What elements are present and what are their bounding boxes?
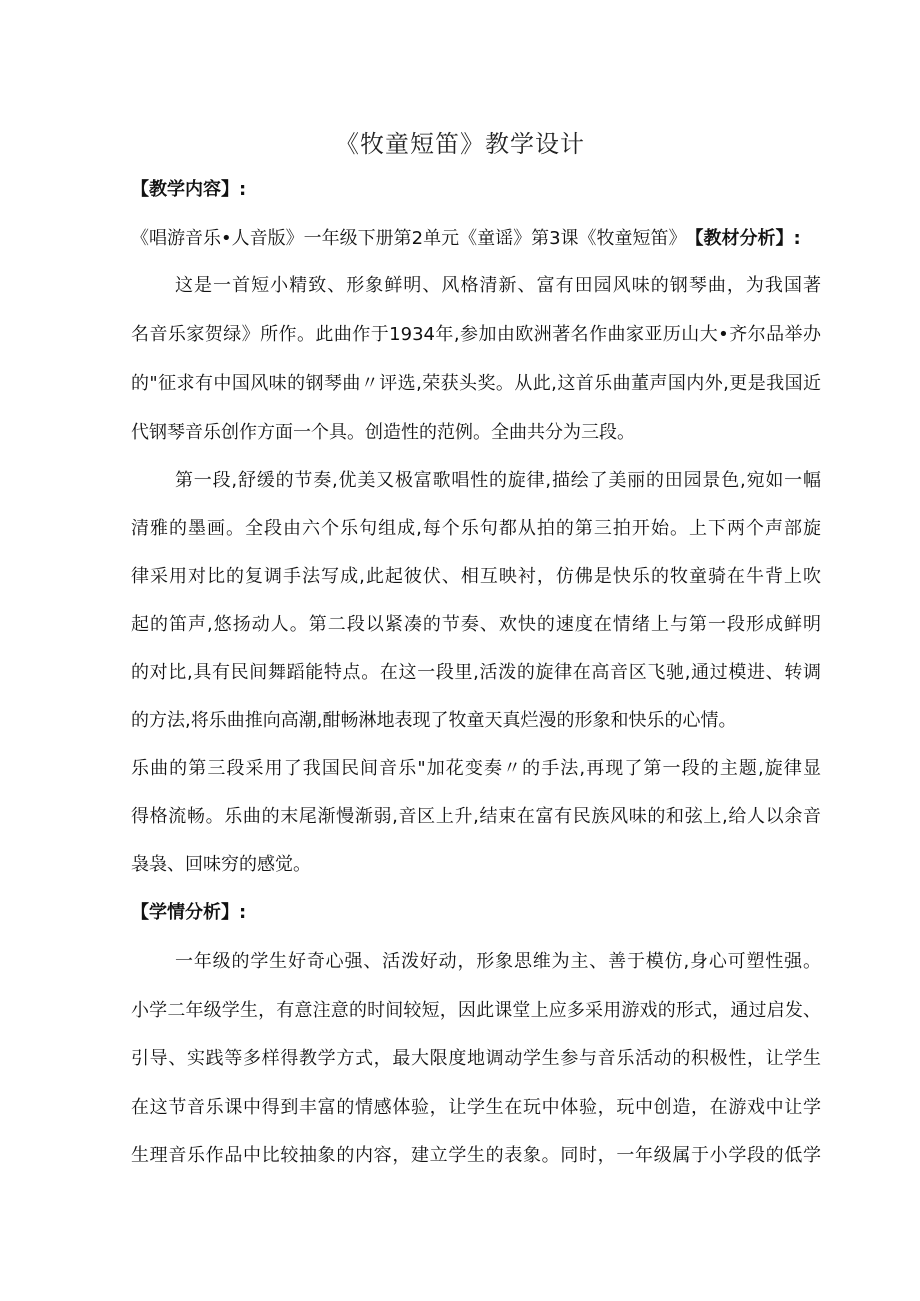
- material-line: 的"征求有中国风味的钢琴曲〃评选,荣获头奖。从此,这首乐曲董声国内外,更是我国近: [131, 373, 821, 394]
- material-line: 的对比,具有民间舞蹈能特点。在这一段里,活泼的旋律在高音区飞驰,通过模进、转调: [131, 662, 821, 683]
- material-line: 清雅的墨画。全段由六个乐句组成,每个乐句都从拍的第三拍开始。上下两个声部旋: [131, 518, 821, 539]
- material-line: 乐曲的第三段采用了我国民间音乐"加花变奏〃的手法,再现了第一段的主题,旋律显: [131, 758, 821, 779]
- content-line: [131, 226, 821, 252]
- learner-line: 生理音乐作品中比较抽象的内容，建立学生的表象。同时，一年级属于小学段的低学: [131, 1145, 821, 1166]
- material-line: 这是一首短小精致、形象鲜明、风格清新、富有田园风味的钢琴曲，为我国著: [175, 275, 821, 296]
- learner-line: 引导、实践等多样得教学方式，最大限度地调动学生参与音乐活动的积极性，让学生: [131, 1048, 821, 1069]
- material-line: 的方法,将乐曲推向高潮,酣畅淋地表现了牧童天真烂漫的形象和快乐的心情。: [131, 710, 737, 731]
- learner-heading: 【学情分析】:: [131, 902, 247, 923]
- document-title: 《牧童短笛》教学设计: [335, 130, 585, 158]
- content-heading: 【教学内容】:: [131, 179, 247, 200]
- material-line: 袅袅、回味穷的感觉。: [131, 854, 311, 875]
- content-line-text: 《唱游音乐•人音版》一年级下册第2单元《童谣》第3课《牧童短笛》: [131, 228, 687, 249]
- material-line: 起的笛声,悠扬动人。第二段以紧凑的节奏、欢快的速度在情绪上与第一段形成鲜明: [131, 614, 821, 635]
- material-line: 得格流畅。乐曲的末尾渐慢渐弱,音区上升,结束在富有民族风味的和弦上,给人以余音: [131, 806, 821, 827]
- learner-line: 一年级的学生好奇心强、活泼好动，形象思维为主、善于模仿,身心可塑性强。: [175, 951, 821, 972]
- material-heading: 【教材分析】:: [694, 228, 801, 249]
- learner-line: 在这节音乐课中得到丰富的情感体验，让学生在玩中体验，玩中创造，在游戏中让学: [131, 1097, 821, 1118]
- material-line: 律采用对比的复调手法写成,此起彼伏、相互映衬，仿佛是快乐的牧童骑在牛背上吹: [131, 566, 821, 587]
- material-line: 名音乐家贺绿》所作。此曲作于1934年,参加由欧洲著名作曲家亚历山大•齐尔品举办: [131, 324, 821, 345]
- material-line: 第一段,舒缓的节奏,优美又极富歌唱性的旋律,描绘了美丽的田园景色,宛如一幅: [175, 470, 821, 491]
- learner-line: 小学二年级学生，有意注意的时间较短，因此课堂上应多采用游戏的形式，通过启发、: [131, 1000, 821, 1021]
- material-line: 代钢琴音乐创作方面一个具。创造性的范例。全曲共分为三段。: [131, 422, 635, 443]
